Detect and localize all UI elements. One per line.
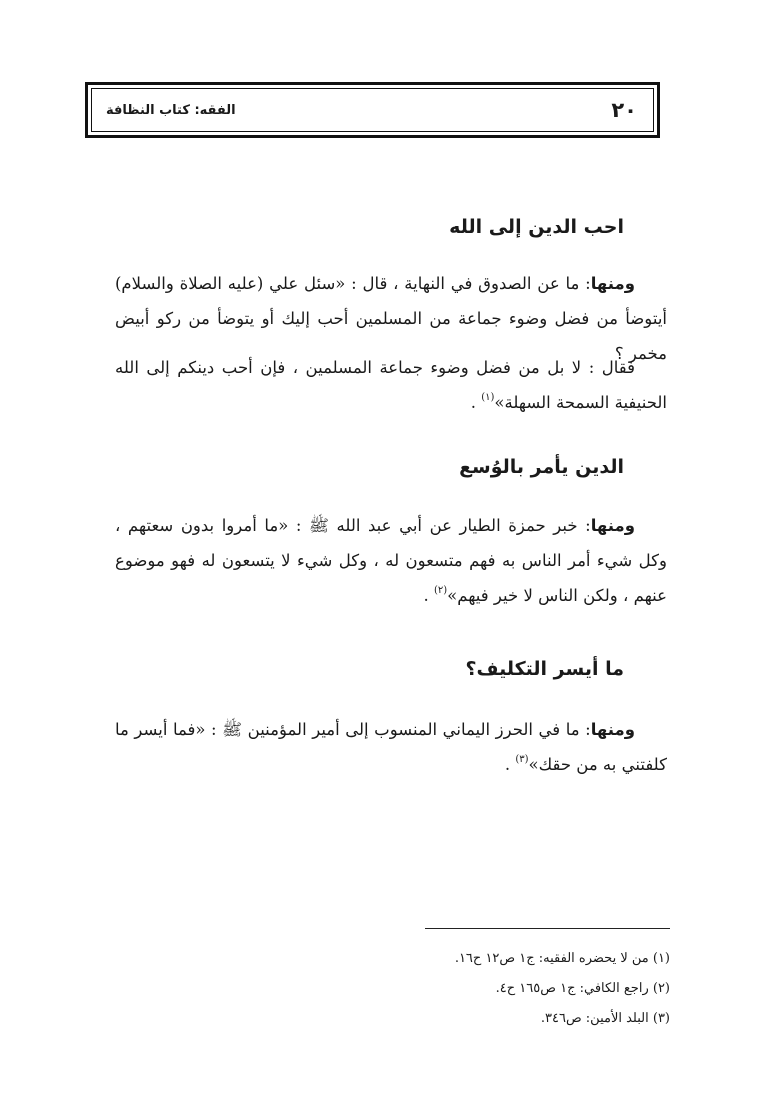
period: . <box>470 393 476 412</box>
footnote-3: (٣) البلد الأمين: ص٣٤٦. <box>540 1011 670 1026</box>
footnote-separator <box>425 928 670 929</box>
period: . <box>504 755 511 774</box>
footnotes <box>370 944 670 1034</box>
section-heading-2: الدين يأمر بالوُسع <box>459 456 624 478</box>
running-header-inner <box>91 88 654 132</box>
period: . <box>423 586 429 605</box>
running-header <box>85 82 660 138</box>
footnote-2: (٢) راجع الكافي: ج١ ص١٦٥ ح٤. <box>495 981 670 996</box>
paragraph-lead: ومنها <box>590 274 635 293</box>
footnote-marker-3: (٣) <box>515 754 529 765</box>
footnote-marker-2: (٢) <box>433 585 448 596</box>
section-3-paragraph-1 <box>115 712 667 782</box>
paragraph-text: : ما عن الصدوق في النهاية ، قال : «سئل علي (عليه الصلاة والسلام) أيتوضأ من فضل وضوء جماعة من المسلمين أحب إليك أو يتوضأ من ركو أبيض مخمر ؟ <box>115 274 667 363</box>
section-1-paragraph-2 <box>115 350 667 420</box>
paragraph-text: : ما في الحرز اليماني المنسوب إلى أمير المؤمنين ﷺ : «فما أيسر ما كلفتني به من حقك» <box>115 720 667 774</box>
paragraph-lead: ومنها <box>590 516 635 535</box>
section-heading-1: احب الدين إلى الله <box>449 216 624 238</box>
running-title: الفقه: كتاب النظافة <box>106 102 236 118</box>
section-2-paragraph-1 <box>115 508 667 613</box>
paragraph-text: : خبر حمزة الطيار عن أبي عبد الله ﷺ : «ما أمروا بدون سعتهم ، وكل شيء أمر الناس به فهم متسعون له ، وكل شيء لا يتسعون له فهو موضوع عنهم ، ولكن الناس لا خير فيهم» <box>115 516 667 605</box>
section-heading-3: ما أيسر التكليف؟ <box>465 658 624 680</box>
page-number: ٢٠ <box>611 98 637 122</box>
footnote-marker-1: (١) <box>481 392 495 403</box>
paragraph-lead: ومنها <box>590 720 635 739</box>
footnote-1: (١) من لا يحضره الفقيه: ج١ ص١٢ ح١٦. <box>454 951 670 966</box>
paragraph-text: فقال : لا بل من فضل وضوء جماعة المسلمين ، فإن أحب دينكم إلى الله الحنيفية السمحة السهلة» <box>115 358 667 412</box>
